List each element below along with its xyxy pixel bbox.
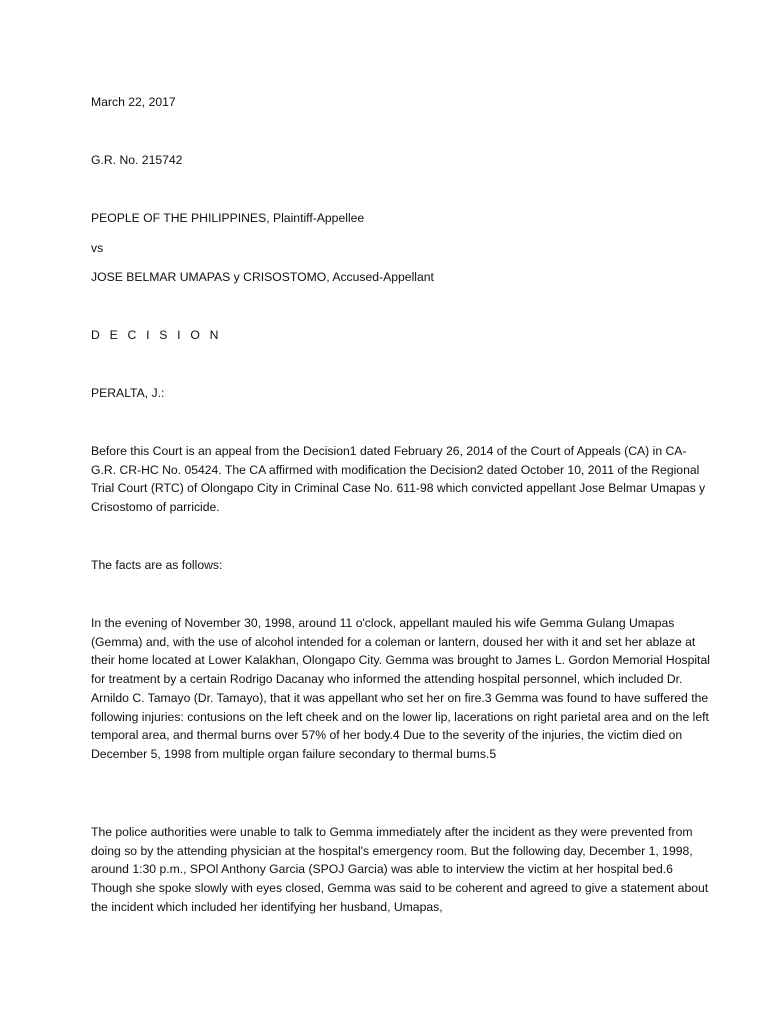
case-number: G.R. No. 215742	[91, 153, 183, 167]
paragraph-police: The police authorities were unable to talk to Gemma immediately after the incident as they were prevented from doing so by the attending physician at the hospital's emergency room. But the following day, December 1, 1998, around 1:30 p.m., SPOl Anthony Garcia (SPOJ Garcia) was able to interview the victim at her hospital bed.6 Though she spoke slowly with eyes closed, Gemma was said to be coherent and agreed to give a statement about the incident which included her identifying her husband, Umapas,	[91, 825, 709, 914]
paragraph-intro: Before this Court is an appeal from the Decision1 dated February 26, 2014 of the Court of Appeals (CA) in CA-G.R. CR-HC No. 05424. The CA affirmed with modification the Decision2 dated October 10, 2011 of the Regional Trial Court (RTC) of Olongapo City in Criminal Case No. 611-98 which convicted appellant Jose Belmar Umapas y Crisostomo of parricide.	[91, 444, 706, 515]
versus-line: vs	[91, 241, 104, 255]
decision-heading: D E C I S I O N	[91, 328, 222, 342]
plaintiff-line: PEOPLE OF THE PHILIPPINES, Plaintiff-Appellee	[91, 211, 365, 225]
ponente-line: PERALTA, J.:	[91, 386, 165, 400]
paragraph-facts-heading: The facts are as follows:	[91, 558, 223, 572]
accused-line: JOSE BELMAR UMAPAS y CRISOSTOMO, Accused-Appellant	[91, 270, 434, 284]
decision-date: March 22, 2017	[91, 95, 176, 109]
paragraph-facts: In the evening of November 30, 1998, around 11 o'clock, appellant mauled his wife Gemma Gulang Umapas (Gemma) and, with the use of alcohol intended for a coleman or lantern, doused her with it and set her ablaze at their home located at Lower Kalakhan, Olongapo City. Gemma was brought to James L. Gordon Memorial Hospital for treatment by a certain Rodrigo Dacanay who informed the attending hospital personnel, which included Dr. Arnildo C. Tamayo (Dr. Tamayo), that it was appellant who set her on fire.3 Gemma was found to have suffered the following injuries: contusions on the left cheek and on the lower lip, lacerations on right parietal area and on the left temporal area, and thermal burns over 57% of her body.4 Due to the severity of the injuries, the victim died on December 5, 1998 from multiple organ failure secondary to thermal bums.5	[91, 616, 710, 761]
